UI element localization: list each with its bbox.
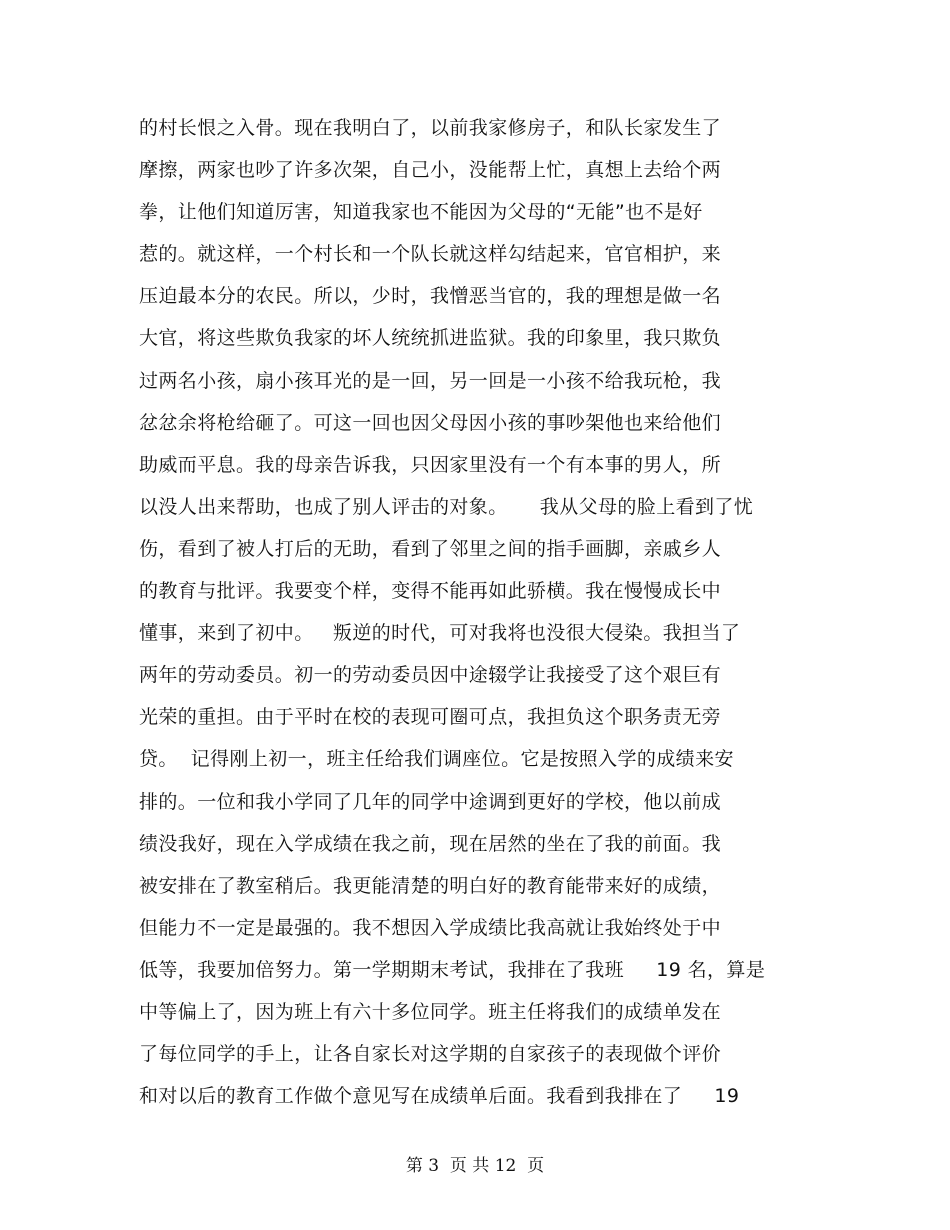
text-line: 惹的。就这样，一个村长和一个队长就这样勾结起来，官官相护，来 bbox=[139, 243, 722, 266]
text-line: 贷。 记得刚上初一，班主任给我们调座位。它是按照入学的成绩来安 bbox=[139, 748, 734, 771]
text-line: 排的。一位和我小学同了几年的同学中途调到更好的学校，他以前成 bbox=[139, 790, 722, 813]
text-line: 伤，看到了被人打后的无助，看到了邻里之间的指手画脚，亲戚乡人 bbox=[139, 537, 722, 560]
text-line: 过两名小孩，扇小孩耳光的是一回，另一回是一小孩不给我玩枪，我 bbox=[139, 369, 722, 392]
text-line: 懂事，来到了初中。 叛逆的时代，可对我将也没很大侵染。我担当了 bbox=[139, 622, 741, 645]
text-line: 以没人出来帮助，也成了别人评击的对象。 我从父母的脸上看到了忧 bbox=[139, 495, 754, 518]
text-line: 助威而平息。我的母亲告诉我，只因家里没有一个有本事的男人，所 bbox=[139, 453, 722, 476]
text-line: 绩没我好，现在入学成绩在我之前，现在居然的坐在了我的前面。我 bbox=[139, 832, 722, 855]
text-line: 但能力不一定是最强的。我不想因入学成绩比我高就让我始终处于中 bbox=[139, 916, 722, 939]
text-line: 大官，将这些欺负我家的坏人统统抓进监狱。我的印象里，我只欺负 bbox=[139, 327, 722, 350]
page-number-footer: 第 3 页 共 12 页 bbox=[405, 1156, 545, 1176]
text-line: 忿忿余将枪给砸了。可这一回也因父母因小孩的事吵架他也来给他们 bbox=[139, 411, 722, 434]
text-line: 两年的劳动委员。初一的劳动委员因中途辍学让我接受了这个艰巨有 bbox=[139, 664, 722, 687]
text-line: 压迫最本分的农民。所以，少时，我憎恶当官的，我的理想是做一名 bbox=[139, 285, 722, 308]
text-line: 低等，我要加倍努力。第一学期期末考试，我排在了我班 19 名，算是 bbox=[139, 958, 766, 981]
text-line: 的村长恨之入骨。现在我明白了，以前我家修房子，和队长家发生了 bbox=[139, 117, 722, 139]
text-line: 被安排在了教室稍后。我更能清楚的明白好的教育能带来好的成绩， bbox=[139, 874, 722, 897]
text-line: 和对以后的教育工作做个意见写在成绩单后面。我看到我排在了 19 bbox=[139, 1085, 740, 1108]
text-line: 的教育与批评。我要变个样，变得不能再如此骄横。我在慢慢成长中 bbox=[139, 580, 722, 603]
text-line: 摩擦，两家也吵了许多次架，自己小，没能帮上忙，真想上去给个两 bbox=[139, 159, 722, 182]
text-line: 拳，让他们知道厉害，知道我家也不能因为父母的“无能”也不是好 bbox=[139, 201, 703, 224]
text-line: 了每位同学的手上，让各自家长对这学期的自家孩子的表现做个评价 bbox=[139, 1043, 722, 1066]
body-text bbox=[139, 107, 819, 1117]
text-line: 中等偏上了，因为班上有六十多位同学。班主任将我们的成绩单发在 bbox=[139, 1000, 722, 1023]
text-line: 光荣的重担。由于平时在校的表现可圈可点，我担负这个职务责无旁 bbox=[139, 706, 722, 729]
